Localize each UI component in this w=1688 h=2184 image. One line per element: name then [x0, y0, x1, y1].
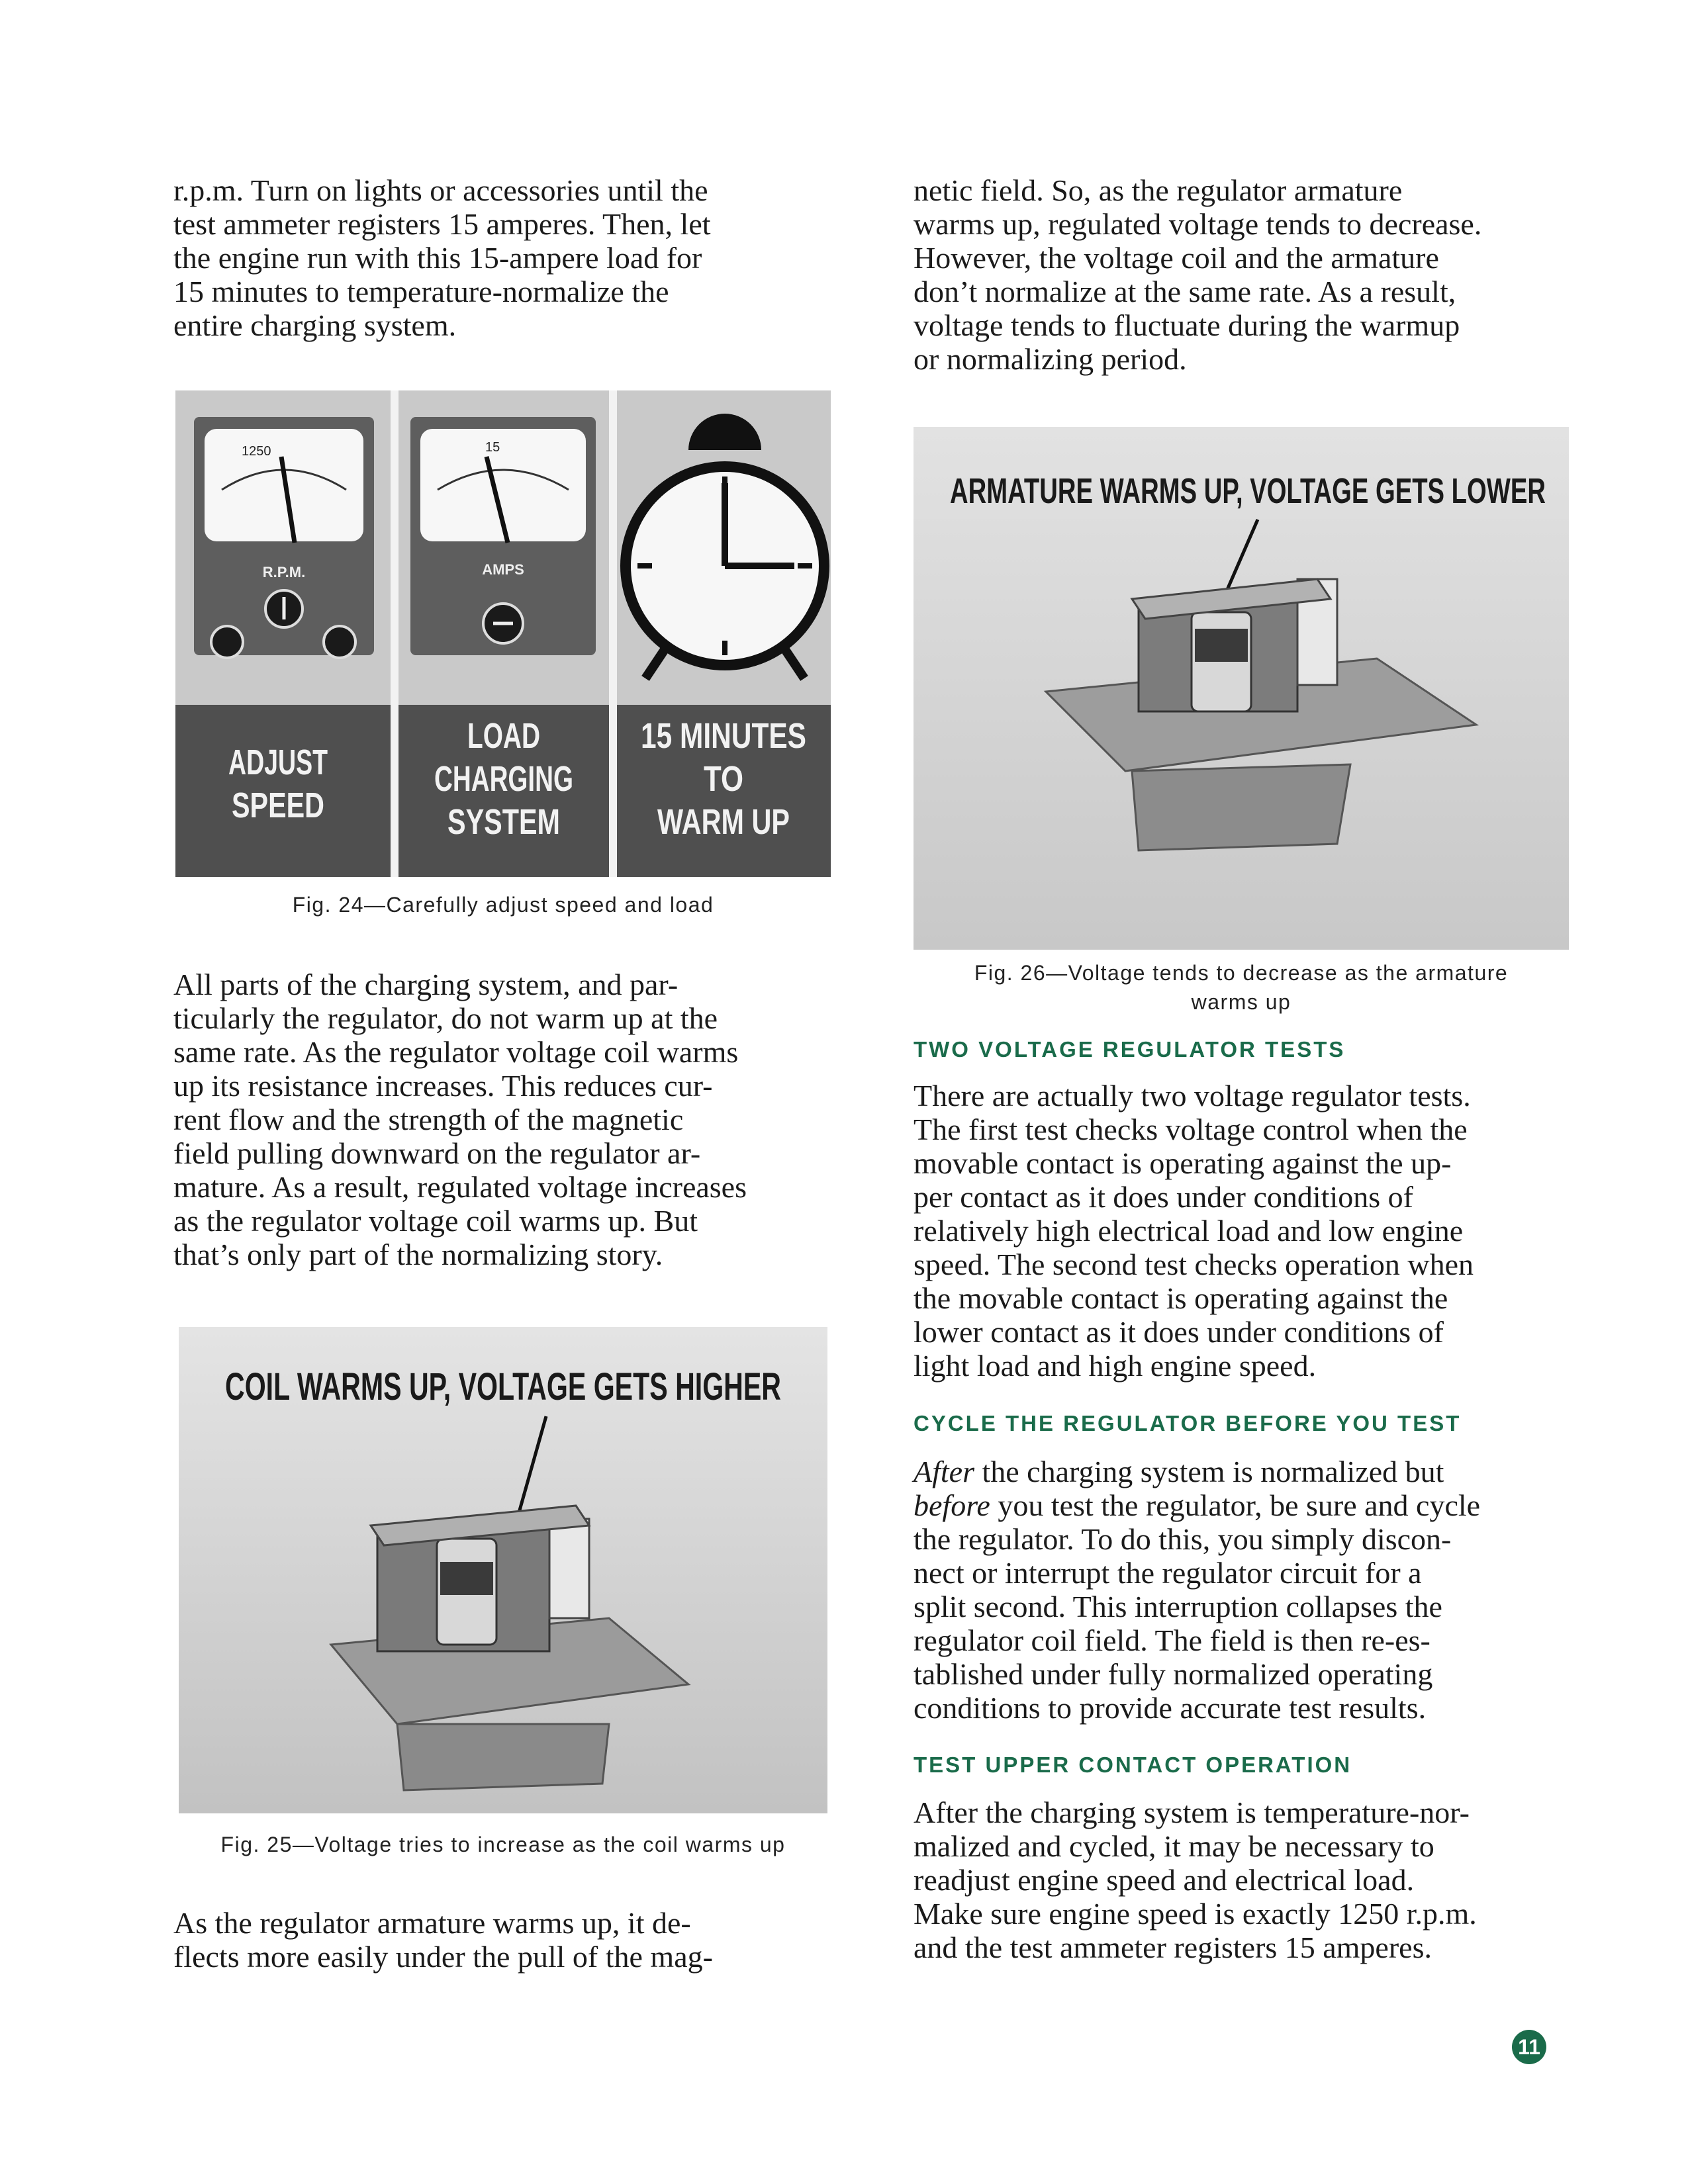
text-line: r.p.m. Turn on lights or accessories until the [173, 173, 708, 207]
text-line: 15 minutes to temperature-normalize the [173, 275, 669, 308]
text-line: ticularly the regulator, do not warm up at the [173, 1001, 718, 1035]
text-line: warms up, regulated voltage tends to decrease. [914, 207, 1482, 241]
text-line: malized and cycled, it may be necessary to [914, 1829, 1434, 1863]
text-line [914, 1455, 1575, 1488]
text-line: speed. The second test checks operation when [914, 1248, 1474, 1281]
italic-before: before [914, 1488, 990, 1522]
text-fragment: the charging system is normalized but [974, 1455, 1444, 1488]
text-fragment: you test the regulator, be sure and cycle [990, 1488, 1481, 1522]
text-line: and the test ammeter registers 15 amperes. [914, 1931, 1432, 1964]
text-line: rent flow and the strength of the magnetic [173, 1103, 684, 1136]
gauge2-tick: 15 [485, 440, 500, 455]
text-line: split second. This interruption collapses the [914, 1590, 1442, 1623]
text-line: same rate. As the regulator voltage coil warms [173, 1035, 739, 1069]
figure-25-caption: Fig. 25—Voltage tries to increase as the coil warms up [220, 1833, 786, 1856]
text-line: per contact as it does under conditions of [914, 1180, 1413, 1214]
figure-26-caption [914, 958, 1569, 1017]
text-line: However, the voltage coil and the armature [914, 241, 1439, 275]
tests-paragraph [914, 1079, 1575, 1383]
cycle-paragraph [914, 1455, 1575, 1725]
figure-26-image [914, 427, 1569, 950]
text-line: After the charging system is temperature-nor- [914, 1796, 1470, 1829]
text-line: lower contact as it does under conditions of [914, 1315, 1444, 1349]
upper-contact-paragraph [914, 1796, 1575, 1964]
col1-bottom-paragraph [173, 1906, 835, 1974]
figure-26-illustration [914, 427, 1569, 950]
figure-26-banner: ARMATURE WARMS UP, VOLTAGE GETS LOWER [950, 471, 1546, 511]
figure-24-caption: Fig. 24—Carefully adjust speed and load [292, 893, 714, 917]
heading-cycle-regulator: CYCLE THE REGULATOR BEFORE YOU TEST [914, 1411, 1462, 1435]
text-line: or normalizing period. [914, 342, 1187, 376]
text-line: flects more easily under the pull of the mag- [173, 1940, 713, 1974]
text-line: The first test checks voltage control when the [914, 1113, 1468, 1146]
figure-24-image [175, 390, 831, 877]
text-line: that’s only part of the normalizing story. [173, 1238, 663, 1271]
text-line: All parts of the charging system, and par- [173, 968, 679, 1001]
text-line: test ammeter registers 15 amperes. Then, let [173, 207, 711, 241]
text-line: don’t normalize at the same rate. As a result, [914, 275, 1456, 308]
figure-25-illustration [179, 1327, 827, 1813]
text-line: readjust engine speed and electrical load. [914, 1863, 1415, 1897]
text-line: entire charging system. [173, 308, 457, 342]
col1-top-paragraph [173, 173, 835, 342]
text-line: netic field. So, as the regulator armature [914, 173, 1403, 207]
text-line: relatively high electrical load and low engine [914, 1214, 1464, 1248]
text-line: regulator coil field. The field is then re-es- [914, 1623, 1430, 1657]
panel2-line1: LOAD [467, 716, 540, 756]
col1-mid-paragraph [173, 968, 835, 1271]
italic-after: After [914, 1455, 974, 1488]
figure-24-illustration [175, 390, 831, 877]
panel3-line1: 15 MINUTES [641, 716, 806, 756]
text-line [914, 1488, 1575, 1522]
panel2-line2: CHARGING [434, 759, 573, 799]
col2-top-paragraph [914, 173, 1575, 376]
panel2-line3: SYSTEM [447, 802, 560, 842]
text-line: the regulator. To do this, you simply discon- [914, 1522, 1452, 1556]
page-number: 11 [1512, 2030, 1546, 2064]
text-line: tablished under fully normalized operating [914, 1657, 1433, 1691]
gauge1-tick: 1250 [242, 444, 271, 459]
figure-25-banner: COIL WARMS UP, VOLTAGE GETS HIGHER [225, 1365, 781, 1408]
text-line: light load and high engine speed. [914, 1349, 1317, 1383]
gauge2-label: AMPS [482, 561, 524, 578]
text-line: the engine run with this 15-ampere load for [173, 241, 702, 275]
panel3-line3: WARM UP [657, 802, 790, 842]
gauge1-label: R.P.M. [262, 564, 306, 580]
caption-line: Fig. 26—Voltage tends to decrease as the armature [974, 961, 1509, 985]
text-line: There are actually two voltage regulator tests. [914, 1079, 1471, 1113]
caption-line: warms up [1191, 990, 1291, 1014]
text-line: up its resistance increases. This reduces cur- [173, 1069, 713, 1103]
panel1-line1: ADJUST [228, 743, 328, 782]
heading-two-voltage-tests: TWO VOLTAGE REGULATOR TESTS [914, 1037, 1346, 1062]
heading-test-upper-contact: TEST UPPER CONTACT OPERATION [914, 1752, 1352, 1777]
text-line: as the regulator voltage coil warms up. But [173, 1204, 698, 1238]
panel3-line2: TO [704, 759, 743, 799]
text-line: As the regulator armature warms up, it de- [173, 1906, 691, 1940]
panel1-line2: SPEED [232, 786, 324, 825]
text-line: nect or interrupt the regulator circuit for a [914, 1556, 1422, 1590]
text-line: conditions to provide accurate test results. [914, 1691, 1427, 1725]
text-line: voltage tends to fluctuate during the warmup [914, 308, 1460, 342]
text-line: field pulling downward on the regulator ar- [173, 1136, 701, 1170]
text-line: mature. As a result, regulated voltage increases [173, 1170, 747, 1204]
text-line: the movable contact is operating against the [914, 1281, 1448, 1315]
text-line: movable contact is operating against the up- [914, 1146, 1452, 1180]
text-line: Make sure engine speed is exactly 1250 r.p.m. [914, 1897, 1477, 1931]
figure-25-image [179, 1327, 827, 1813]
